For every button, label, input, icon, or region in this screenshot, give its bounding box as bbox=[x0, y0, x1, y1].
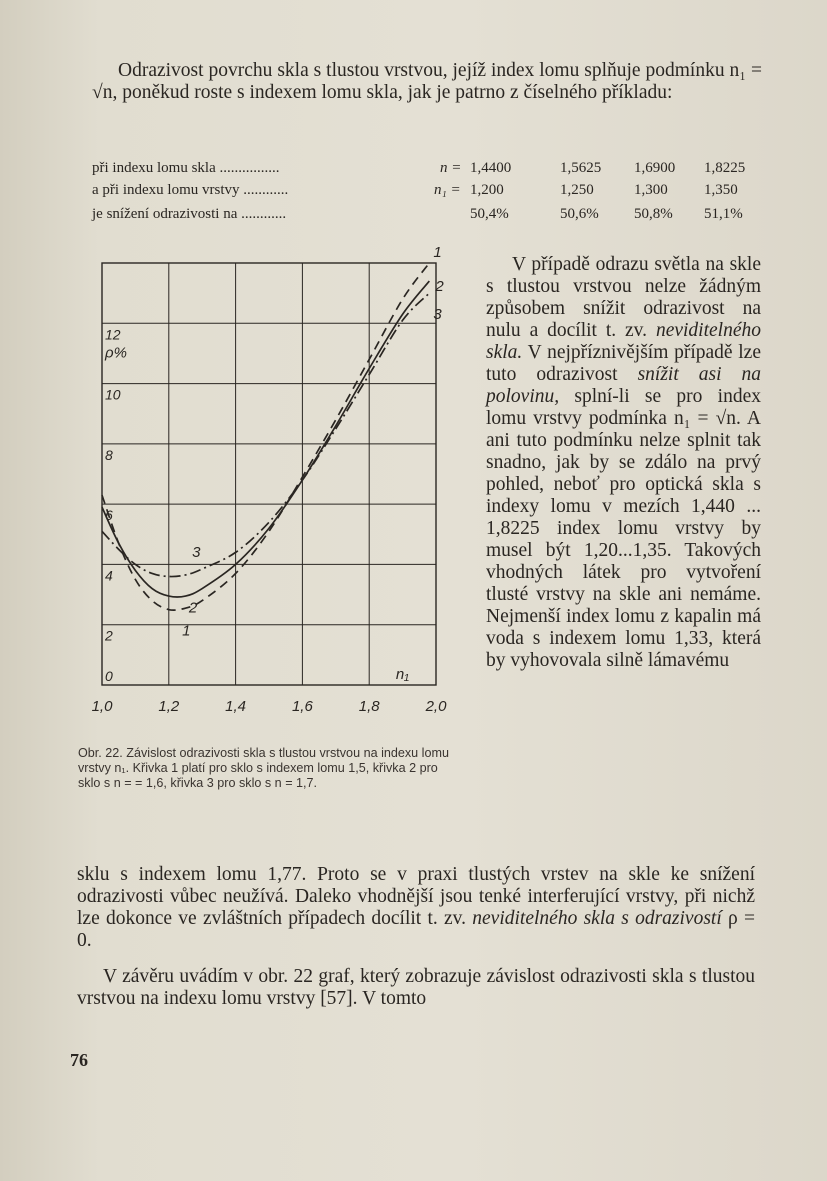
y-tick-label: 0 bbox=[105, 668, 113, 684]
row-value: 1,250 bbox=[560, 182, 594, 198]
text-run-italic: snížit asi na polovinu, bbox=[486, 364, 761, 407]
y-axis-label: ρ% bbox=[105, 344, 127, 362]
full-width-text bbox=[77, 864, 755, 1010]
x-tick-label: 2,0 bbox=[425, 698, 447, 715]
text-run: splní-li se pro index lomu vrstvy podmínka n₁ = √n. A ani tuto podmínku nelze splnit tak snadno, jak by se zdálo na prvý pohled, neboť pro optická skla s indexy lomu v mezích 1,440 ... 1,8225 index lomu vrstvy by musel být 1,20...1,35. Takových vhodných látek pro vytvoření tlusté vrstvy na skle ani nemáme. Nejmenší index lomu z kapalin má voda s indexem lomu 1,33, která by vyhovovala silně lámavému bbox=[486, 386, 761, 671]
text-run-italic: neviditelného skla. bbox=[486, 320, 761, 363]
row-value: 1,5625 bbox=[560, 160, 602, 176]
row-value: 1,4400 bbox=[470, 160, 512, 176]
x-tick-label: 1,4 bbox=[225, 698, 247, 715]
reflectivity-chart bbox=[80, 244, 480, 735]
intro-text: Odrazivost povrchu skla s tlustou vrstvou, jejíž index lomu splňuje podmínku n₁ = √n, poněkud roste s indexem lomu skla, jak je patrno z číselného příkladu: bbox=[92, 60, 762, 103]
row-label: je snížení odrazivosti na ............ bbox=[92, 206, 287, 222]
chart-grid bbox=[102, 263, 436, 685]
y-tick-label: 8 bbox=[105, 446, 113, 463]
text-run: ρ = 0. bbox=[77, 908, 755, 951]
row-value: 1,300 bbox=[634, 182, 668, 198]
full-paragraph-1 bbox=[77, 864, 755, 952]
row-value: 50,4% bbox=[470, 206, 509, 222]
y-tick-label: 10 bbox=[105, 386, 121, 403]
y-tick-label: 4 bbox=[105, 567, 113, 584]
full-paragraph-2: V závěru uvádím v obr. 22 graf, který zobrazuje závislost odrazivosti skla s tlustou vrstvou na indexu lomu vrstvy [57]. V tomto bbox=[77, 966, 755, 1009]
plot-frame bbox=[102, 263, 436, 685]
row-label: při indexu lomu skla ................ bbox=[92, 160, 280, 176]
figure-caption: Obr. 22. Závislost odrazivosti skla s tlustou vrstvou na indexu lomu vrstvy n₁. Křivka 1 platí pro sklo s indexem lomu 1,5, křivka 2 pro sklo s n = = 1,6, křivka 3 pro sklo s n = 1,7. bbox=[78, 746, 449, 790]
curve-inner-label-2: 2 bbox=[188, 599, 198, 617]
text-run: sklu s indexem lomu 1,77. Proto se v praxi tlustých vrstev na skle ke snížení odrazivosti vůbec neužívá. Daleko vhodnější jsou tenké interferující vrstvy, při nichž lze dokonce ve zvláštních případech docílit t. zv. bbox=[77, 864, 755, 929]
curve-2 bbox=[102, 281, 429, 597]
row-symbol: n = bbox=[440, 160, 462, 176]
text-run: V nejpříznivějším případě lze tuto odrazivost bbox=[486, 342, 761, 385]
x-tick-label: 1,6 bbox=[291, 698, 313, 715]
y-tick-label: 12 bbox=[105, 326, 121, 343]
chart-curves bbox=[102, 263, 429, 610]
intro-paragraph bbox=[92, 60, 762, 104]
y-tick-label: 6 bbox=[105, 507, 113, 524]
curve-inner-label-3: 3 bbox=[192, 543, 201, 561]
row-value: 1,6900 bbox=[634, 160, 676, 176]
row-symbol: n₁ = bbox=[434, 182, 461, 198]
curve-end-label-1: 1 bbox=[433, 244, 442, 261]
chart-labels bbox=[92, 244, 448, 715]
curve-end-label-3: 3 bbox=[433, 306, 442, 324]
right-column-text bbox=[486, 254, 761, 672]
row-value: 50,8% bbox=[634, 206, 673, 222]
page-number: 76 bbox=[70, 1050, 88, 1070]
x-axis-label: n₁ bbox=[395, 666, 409, 683]
curve-inner-label-1: 1 bbox=[182, 622, 191, 640]
x-tick-label: 1,0 bbox=[91, 698, 113, 715]
curve-end-label-2: 2 bbox=[435, 278, 444, 296]
row-value: 1,350 bbox=[704, 182, 738, 198]
row-value: 50,6% bbox=[560, 206, 599, 222]
x-tick-label: 1,2 bbox=[158, 698, 180, 715]
curve-3 bbox=[102, 293, 429, 576]
row-value: 51,1% bbox=[704, 206, 743, 222]
y-tick-label: 2 bbox=[105, 627, 113, 644]
row-value: 1,200 bbox=[470, 182, 504, 198]
row-label: a při indexu lomu vrstvy ............ bbox=[92, 182, 289, 198]
right-paragraph bbox=[486, 254, 761, 672]
x-tick-label: 1,8 bbox=[358, 698, 380, 715]
row-value: 1,8225 bbox=[704, 160, 746, 176]
curve-1 bbox=[102, 263, 429, 610]
text-run-italic: neviditelného skla s odrazivostí bbox=[472, 908, 722, 929]
text-run: V případě odrazu světla na skle s tlustou vrstvou nelze žádným způsobem snížit odrazivost na nulu a docílit t. zv. bbox=[486, 254, 761, 341]
